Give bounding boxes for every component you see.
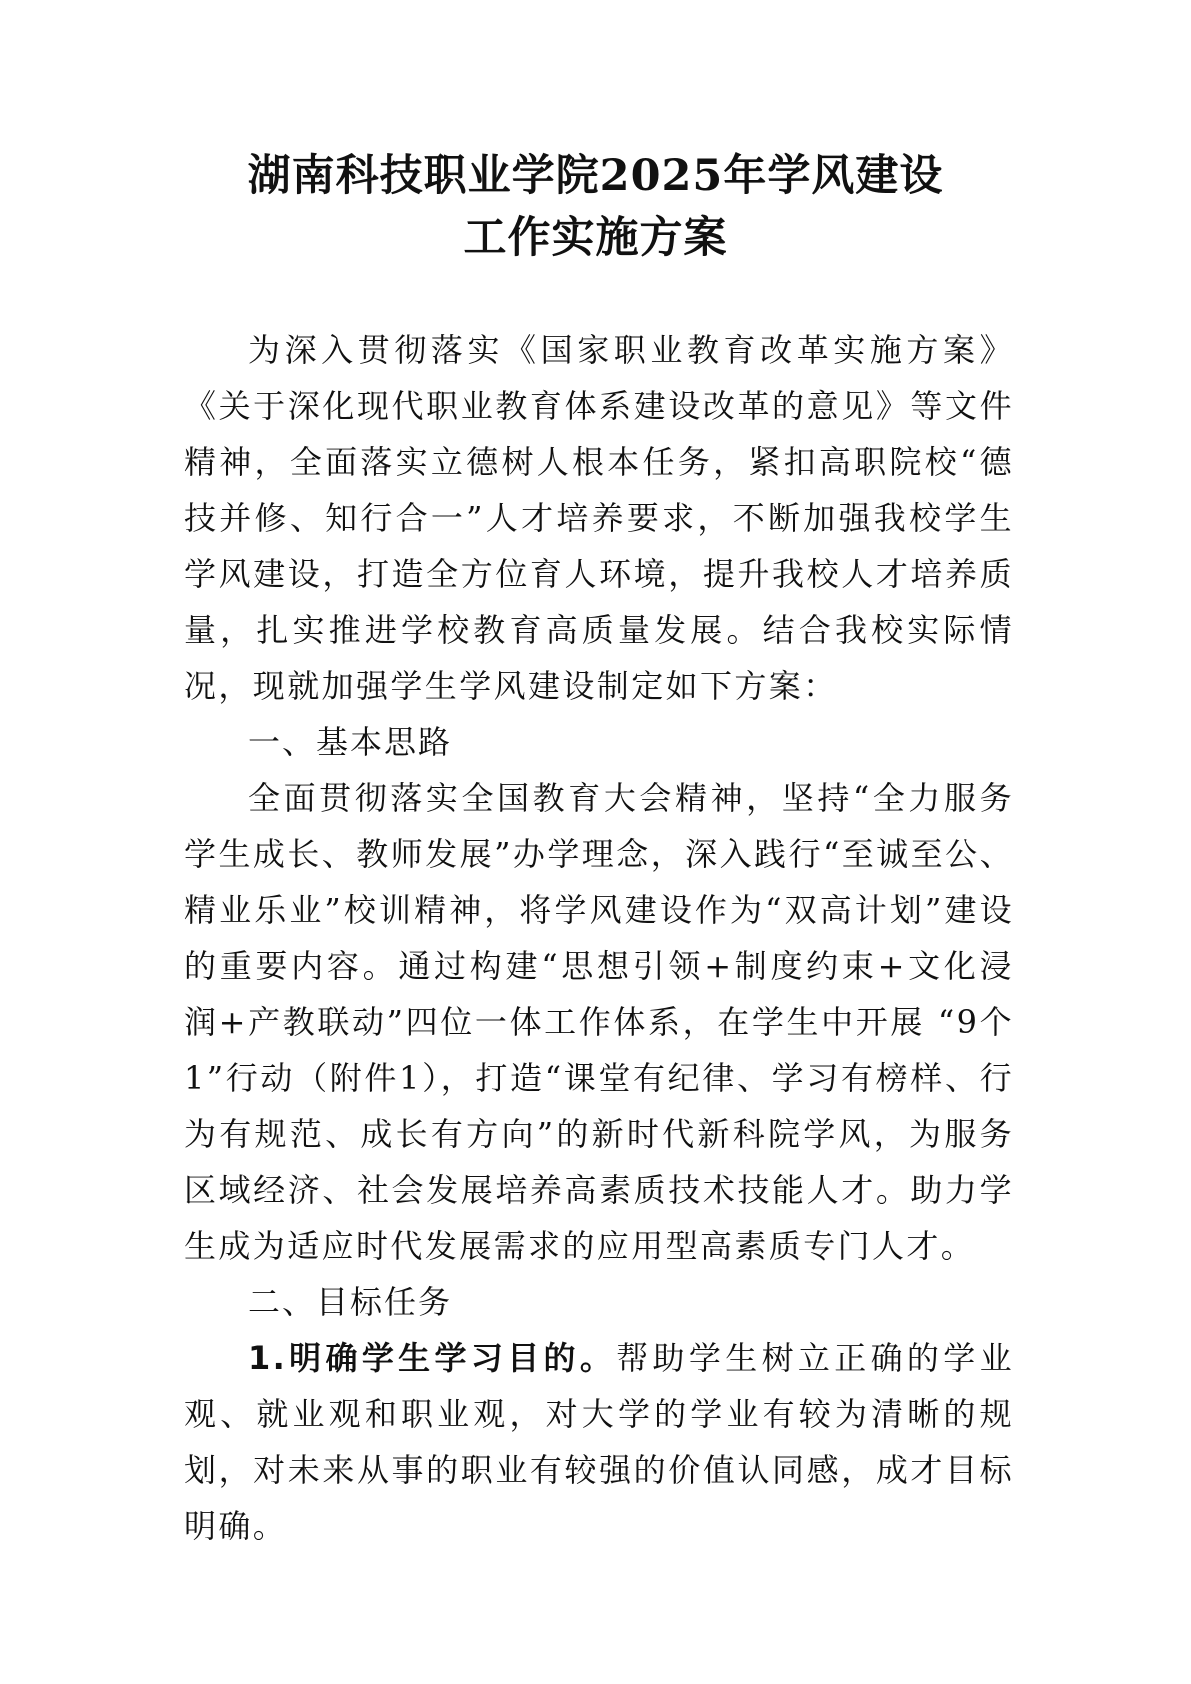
intro-paragraph: 为深入贯彻落实《国家职业教育改革实施方案》《关于深化现代职业教育体系建设改革的意见》等文件精神，全面落实立德树人根本任务，紧扣高职院校“德技并修、知行合一”人才培养要求，不断加强我校学生学风建设，打造全方位育人环境，提升我校人才培养质量，扎实推进学校教育高质量发展。结合我校实际情况，现就加强学生学风建设制定如下方案： — [184, 331, 1014, 705]
document-body — [184, 322, 1014, 1554]
goal-item-1-lead: 1.明确学生学习目的。 — [248, 1339, 617, 1377]
goal-item-1-body: 帮助学生树立正确的学业观、就业观和职业观，对大学的学业有较为清晰的规划，对未来从事的职业有较强的价值认同感，成才目标明确。 — [184, 1339, 1015, 1545]
section-basic-approach-paragraph: 全面贯彻落实全国教育大会精神，坚持“全力服务学生成长、教师发展”办学理念，深入践行“至诚至公、精业乐业”校训精神，将学风建设作为“双高计划”建设的重要内容。通过构建“思想引领+制度约束+文化浸润+产教联动”四位一体工作体系，在学生中开展 “9个1”行动（附件1），打造“课堂有纪律、学习有榜样、行为有规范、成长有方向”的新时代新科院学风，为服务区域经济、社会发展培养高素质技术技能人才。助力学生成为适应时代发展需求的应用型高素质专门人才。 — [184, 779, 1014, 1265]
goal-item-1 — [184, 1330, 1014, 1554]
section-heading-goals: 二、目标任务 — [248, 1283, 453, 1321]
section-heading-basic-approach: 一、基本思路 — [248, 723, 453, 761]
document-title-line1: 湖南科技职业学院2025年学风建设 — [247, 151, 944, 201]
document-title-line2: 工作实施方案 — [463, 213, 728, 263]
